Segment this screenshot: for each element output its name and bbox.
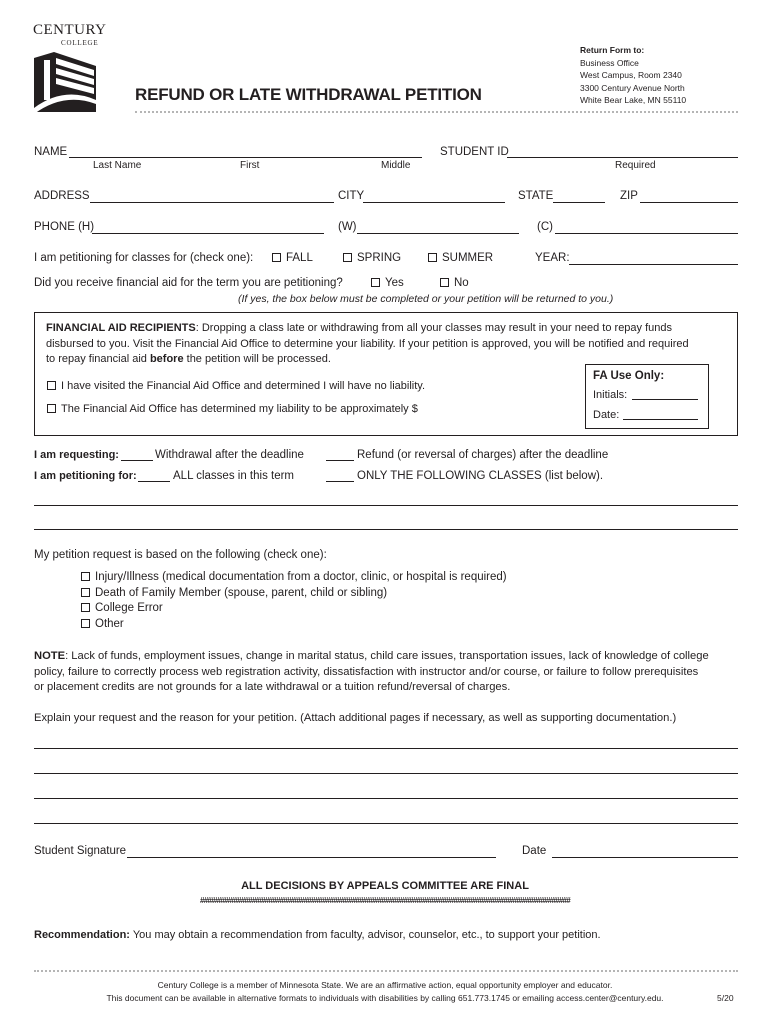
injury-label: Injury/Illness (medical documentation from a doctor, clinic, or hospital is required)	[95, 571, 507, 583]
city-label: CITY	[338, 190, 365, 202]
footer-line-2: This document can be available in alternative formats to individuals with disabilities by calling 651.773.1745 or emailing access.center@century.edu.	[106, 993, 664, 1003]
liability-label: The Financial Aid Office has determined my liability to be approximately $	[61, 403, 418, 415]
term-fall[interactable]	[272, 252, 313, 264]
signature-date-field[interactable]	[552, 857, 738, 858]
signature-date-label: Date	[522, 845, 547, 857]
return-line: West Campus, Room 2340	[580, 70, 682, 80]
fall-checkbox[interactable]	[272, 253, 281, 262]
note-label: NOTE	[34, 650, 66, 662]
no-checkbox[interactable]	[440, 278, 449, 287]
other-label: Other	[95, 618, 124, 630]
state-field[interactable]	[553, 202, 605, 203]
recommendation	[34, 929, 601, 941]
spring-label: SPRING	[357, 252, 402, 264]
spring-checkbox[interactable]	[343, 253, 352, 262]
liability-option[interactable]	[47, 403, 418, 415]
no-liability-option[interactable]	[47, 380, 425, 392]
no-liability-label: I have visited the Financial Aid Office and determined I will have no liability.	[61, 380, 426, 392]
hash-divider: ####################################################################################################	[200, 896, 570, 905]
note-line-3: or placement credits are not grounds for a late withdrawal or a tuition refund/reversal of charges.	[34, 681, 511, 693]
required-caption: Required	[615, 160, 656, 171]
withdrawal-label: Withdrawal after the deadline	[155, 449, 304, 461]
recommendation-label: Recommendation:	[34, 929, 130, 941]
signature-field[interactable]	[127, 857, 496, 858]
fa-initials-field[interactable]	[632, 399, 698, 400]
following-classes-field[interactable]	[326, 481, 354, 482]
phone-work-field[interactable]	[357, 233, 519, 234]
term-spring[interactable]	[343, 252, 401, 264]
term-summer[interactable]	[428, 252, 493, 264]
death-label: Death of Family Member (spouse, parent, child or sibling)	[95, 587, 388, 599]
logo-wordmark-century: CENTURY	[33, 22, 107, 38]
refund-field[interactable]	[326, 460, 354, 461]
year-field[interactable]	[569, 264, 738, 265]
phone-cell-field[interactable]	[555, 233, 738, 234]
building-logo-icon	[34, 52, 98, 116]
yes-checkbox[interactable]	[371, 278, 380, 287]
following-classes-label: ONLY THE FOLLOWING CLASSES (list below).	[357, 470, 604, 482]
state-label: STATE	[518, 190, 554, 202]
summer-checkbox[interactable]	[428, 253, 437, 262]
phone-home-label: PHONE (H)	[34, 221, 95, 233]
college-logo	[33, 22, 107, 118]
footer-divider	[34, 970, 738, 972]
all-classes-field[interactable]	[138, 481, 170, 482]
injury-checkbox[interactable]	[81, 572, 90, 581]
aid-box-text-2: disbursed to you. Visit the Financial Aid Office to determine your liability. If your petition is approved, you will be notified and required	[46, 337, 689, 350]
return-label: Return Form to:	[580, 45, 645, 55]
first-name-caption: First	[240, 160, 260, 171]
recommendation-text: You may obtain a recommendation from faculty, advisor, counselor, etc., to support your petition.	[129, 929, 601, 941]
return-line: White Bear Lake, MN 55110	[580, 95, 687, 105]
aid-box-heading: FINANCIAL AID RECIPIENTS	[46, 322, 196, 334]
basis-option-injury[interactable]	[81, 571, 507, 583]
decisions-heading: ALL DECISIONS BY APPEALS COMMITTEE ARE FINAL	[241, 880, 529, 892]
no-label: No	[454, 277, 469, 289]
explain-line[interactable]	[34, 748, 738, 749]
basis-option-college-error[interactable]	[81, 602, 163, 614]
phone-cell-label: (C)	[537, 221, 553, 233]
address-field[interactable]	[90, 202, 334, 203]
phone-home-field[interactable]	[92, 233, 324, 234]
form-version: 5/20	[717, 993, 734, 1003]
college-error-label: College Error	[95, 602, 163, 614]
aid-box-text-1: : Dropping a class late or withdrawing from all your classes may result in your need to repay funds	[195, 322, 673, 334]
name-field[interactable]	[69, 157, 422, 158]
explain-prompt: Explain your request and the reason for your petition. (Attach additional pages if necessary, as well as supporting documentation.)	[34, 712, 677, 724]
fa-use-only-title: FA Use Only:	[593, 370, 665, 382]
aid-no[interactable]	[440, 277, 469, 289]
year-label: YEAR:	[535, 252, 570, 264]
aid-box-text-3a: to repay financial aid	[46, 353, 150, 365]
fa-date-field[interactable]	[623, 419, 698, 420]
aid-box-text-3c: the petition will be processed.	[183, 353, 331, 365]
footer-line-1: Century College is a member of Minnesota State. We are an affirmative action, equal opportunity employer and educator.	[157, 980, 613, 990]
fa-initials-label: Initials:	[593, 389, 628, 401]
all-classes-label: ALL classes in this term	[173, 470, 295, 482]
logo-wordmark-college: COLLEGE	[61, 39, 99, 47]
aid-box-text	[46, 321, 689, 368]
class-list-line[interactable]	[34, 529, 738, 530]
middle-name-caption: Middle	[381, 160, 411, 171]
explain-line[interactable]	[34, 773, 738, 774]
note-line-1: : Lack of funds, employment issues, change in marital status, child care issues, transportation issues, lack of knowledge of college	[65, 650, 709, 662]
fall-label: FALL	[286, 252, 313, 264]
phone-work-label: (W)	[338, 221, 357, 233]
aid-question: Did you receive financial aid for the term you are petitioning?	[34, 277, 343, 289]
page-title: REFUND OR LATE WITHDRAWAL PETITION	[135, 85, 482, 104]
basis-option-death[interactable]	[81, 587, 387, 599]
fa-date-label: Date:	[593, 409, 620, 421]
explain-line[interactable]	[34, 823, 738, 824]
return-line: Business Office	[580, 57, 639, 68]
return-address	[580, 44, 686, 107]
city-field[interactable]	[363, 202, 505, 203]
zip-label: ZIP	[620, 190, 638, 202]
death-checkbox[interactable]	[81, 588, 90, 597]
college-error-checkbox[interactable]	[81, 603, 90, 612]
student-id-field[interactable]	[507, 157, 738, 158]
aid-yes[interactable]	[371, 277, 404, 289]
no-liability-checkbox[interactable]	[47, 381, 56, 390]
address-label: ADDRESS	[34, 190, 90, 202]
note-paragraph	[34, 649, 709, 696]
zip-field[interactable]	[640, 202, 738, 203]
liability-checkbox[interactable]	[47, 404, 56, 413]
summer-label: SUMMER	[442, 252, 494, 264]
yes-label: Yes	[385, 277, 404, 289]
withdrawal-field[interactable]	[121, 460, 153, 461]
name-label: NAME	[34, 146, 68, 158]
last-name-caption: Last Name	[93, 160, 142, 171]
return-line: 3300 Century Avenue North	[580, 82, 685, 93]
term-prompt: I am petitioning for classes for (check one):	[34, 252, 254, 264]
signature-label: Student Signature	[34, 845, 127, 857]
header-divider	[135, 111, 738, 113]
other-checkbox[interactable]	[81, 619, 90, 628]
basis-prompt: My petition request is based on the following (check one):	[34, 549, 327, 561]
student-id-label: STUDENT ID	[440, 146, 509, 158]
class-list-line[interactable]	[34, 505, 738, 506]
basis-option-other[interactable]	[81, 618, 124, 630]
explain-line[interactable]	[34, 798, 738, 799]
aid-note: (If yes, the box below must be completed or your petition will be returned to you.)	[238, 293, 614, 305]
aid-box-text-3b: before	[149, 353, 184, 365]
note-line-2: policy, failure to correctly process web registration activity, dissatisfaction with instructor and/or course, or failure to follow prerequisites	[34, 665, 699, 678]
petitioning-label: I am petitioning for:	[34, 470, 137, 482]
requesting-label: I am requesting:	[34, 449, 119, 461]
refund-label: Refund (or reversal of charges) after the deadline	[357, 449, 609, 461]
